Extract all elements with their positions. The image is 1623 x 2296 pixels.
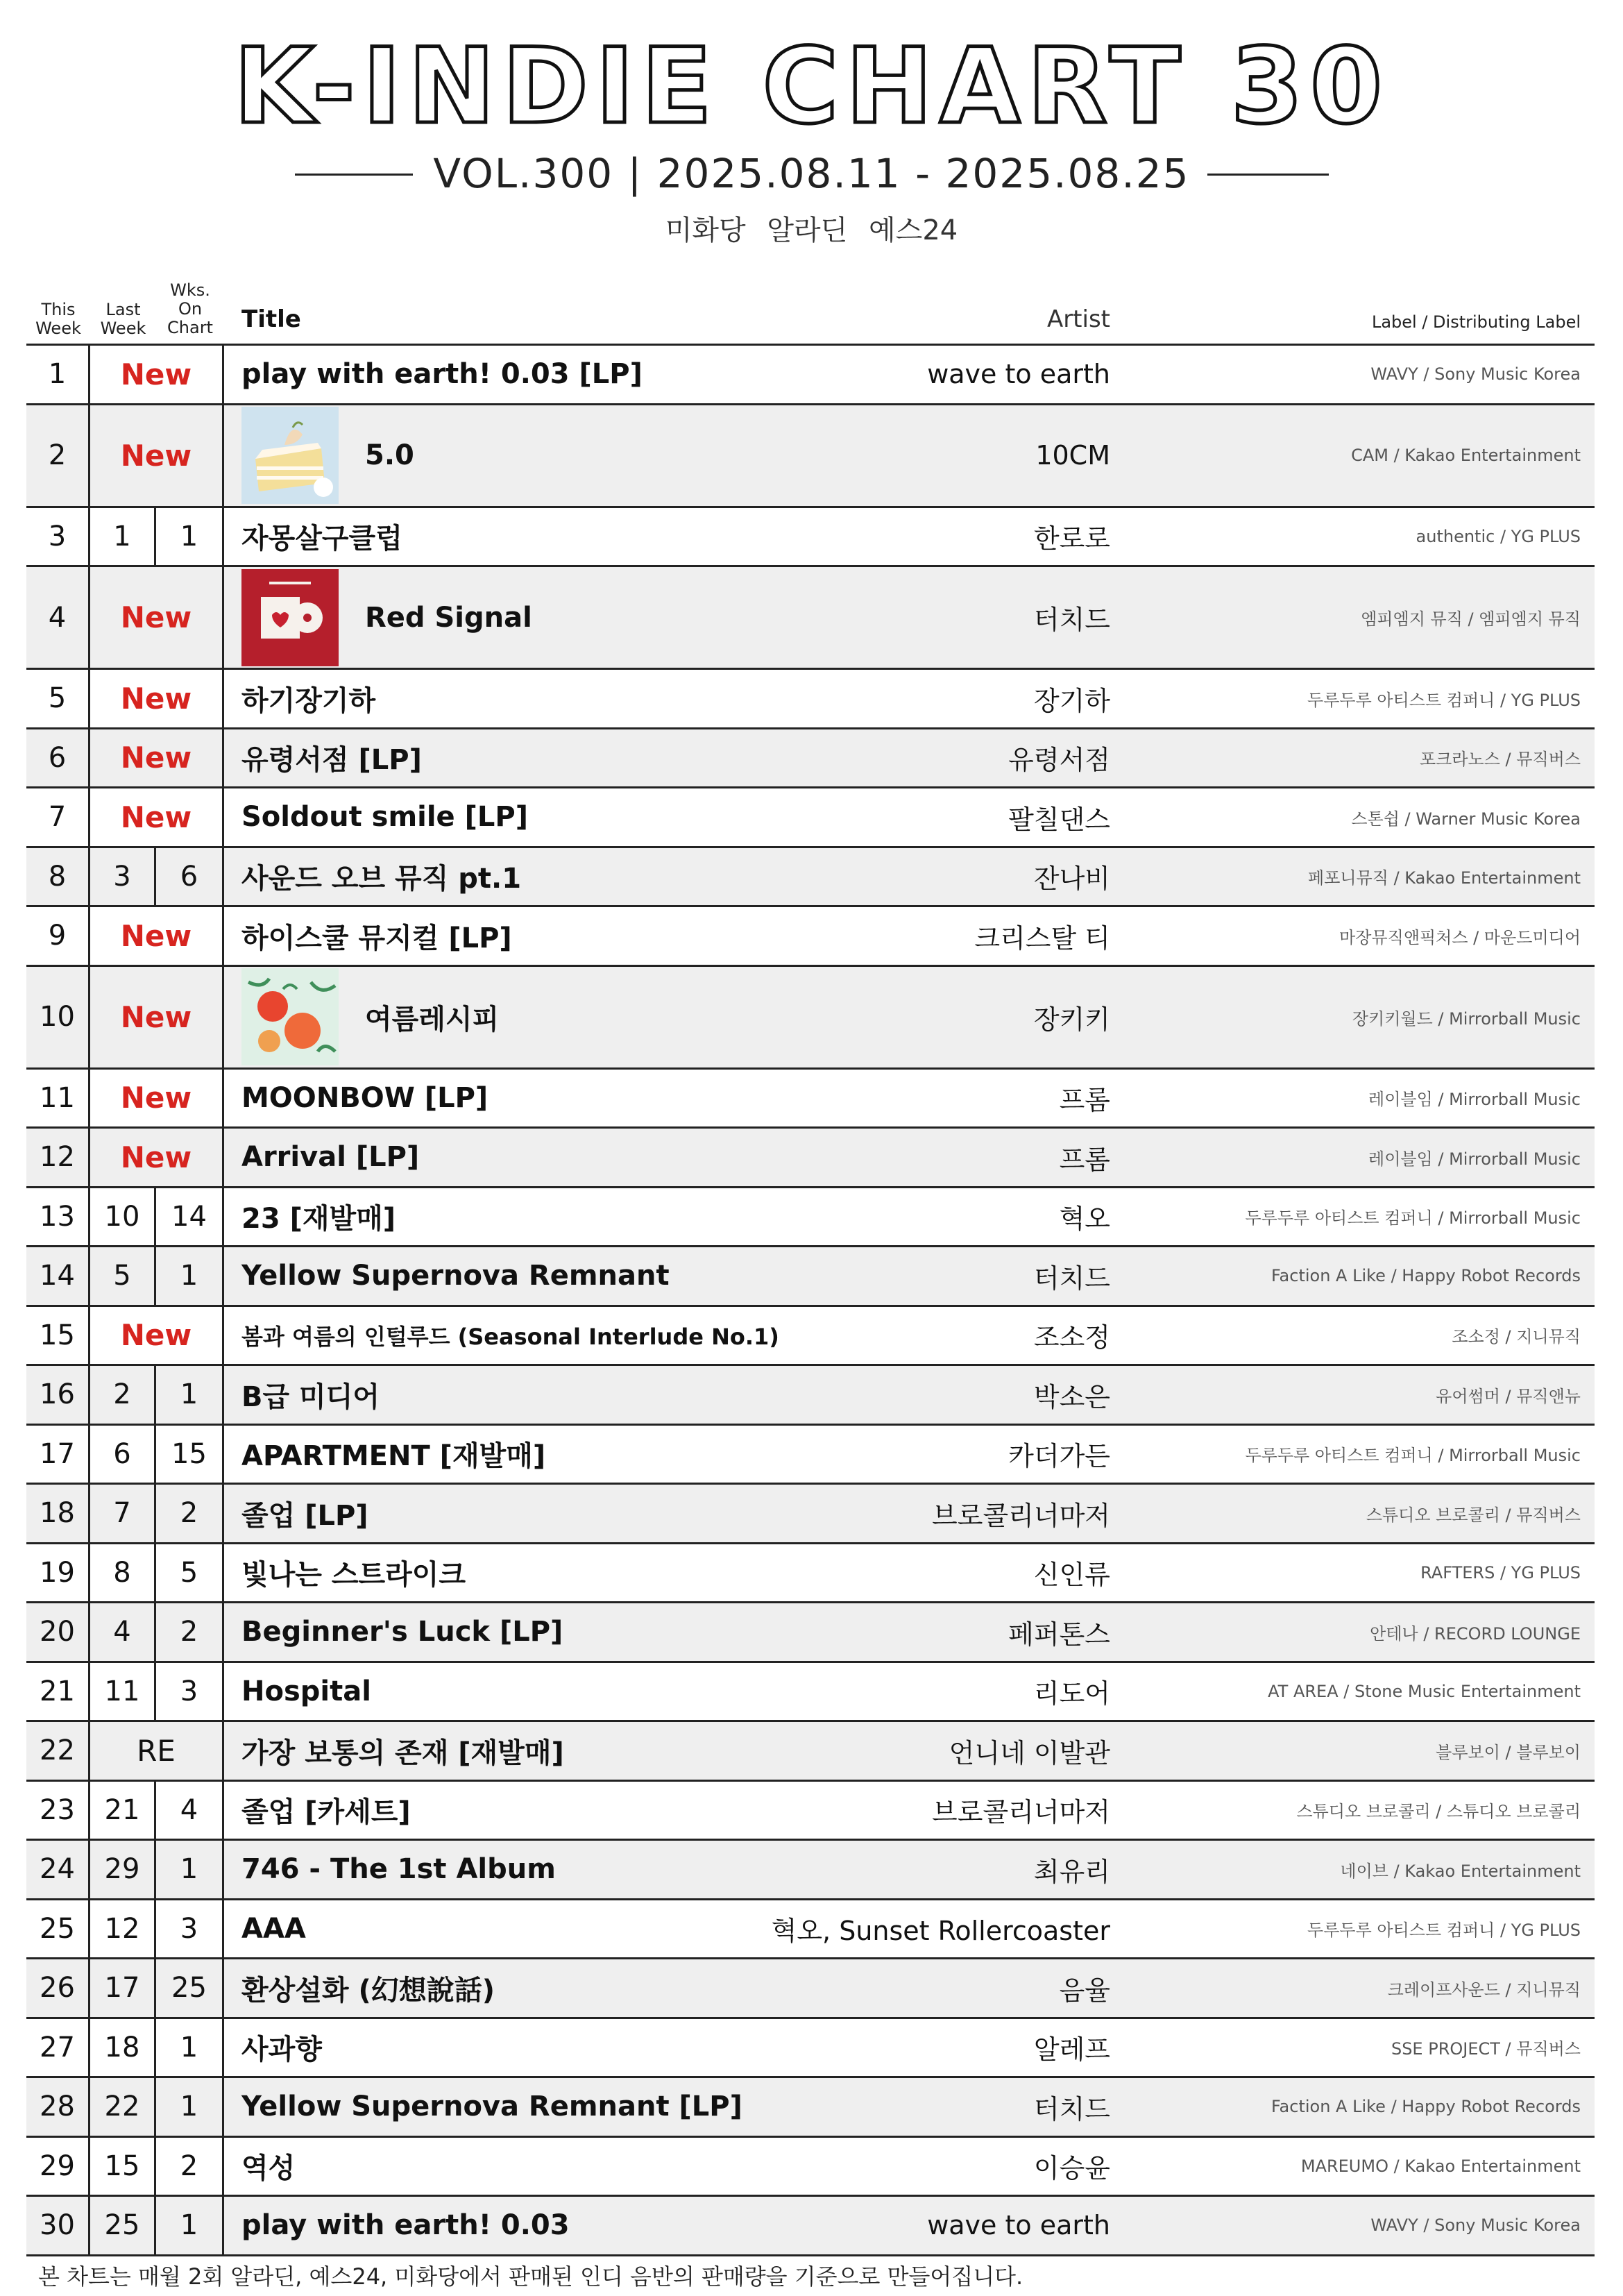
album-title: 여름레시피 — [365, 1003, 500, 1036]
artist-name: 장기하 — [1033, 685, 1110, 716]
chart-row — [26, 1426, 1595, 1485]
label-name: 두루두루 아티스트 컴퍼니 / Mirrorball Music — [1245, 1208, 1581, 1229]
album-title: 유령서점 [LP] — [241, 744, 422, 777]
chart-row — [26, 907, 1595, 967]
album-title: Beginner's Luck [LP] — [241, 1616, 563, 1648]
label-name: 페포니뮤직 / Kakao Entertainment — [1308, 868, 1581, 888]
label-name: 스튜디오 브로콜리 / 스튜디오 브로콜리 — [1296, 1802, 1581, 1822]
artist-name: 신인류 — [1033, 1560, 1110, 1591]
rank-this-week: 20 — [26, 1603, 90, 1661]
artist-name: 음율 — [1059, 1975, 1110, 2006]
label-name: 네이브 / Kakao Entertainment — [1340, 1861, 1581, 1881]
rank-status: New — [90, 729, 224, 787]
rank-this-week: 29 — [26, 2138, 90, 2195]
rank-status: New — [90, 1129, 224, 1186]
label-name: 마장뮤직앤픽처스 / 마운드미디어 — [1339, 927, 1581, 947]
store-name: 미화당 — [665, 214, 746, 246]
label-name: MAREUMO / Kakao Entertainment — [1300, 2156, 1581, 2176]
chart-row — [26, 2197, 1595, 2256]
album-cover-image — [241, 407, 339, 504]
rank-last-week: 22 — [90, 2078, 156, 2136]
artist-name: 박소은 — [1033, 1381, 1110, 1412]
album-title: APARTMENT [재발매] — [241, 1440, 546, 1473]
rank-this-week: 19 — [26, 1544, 90, 1602]
chart-row — [26, 508, 1595, 568]
label-name: SSE PROJECT / 뮤직버스 — [1391, 2039, 1581, 2059]
album-title: Yellow Supernova Remnant — [241, 1260, 670, 1292]
chart-row — [26, 1188, 1595, 1248]
album-title: 23 [재발매] — [241, 1203, 396, 1235]
album-title: 하이스쿨 뮤지컬 [LP] — [241, 922, 512, 954]
label-name: WAVY / Sony Music Korea — [1370, 2215, 1581, 2236]
label-name: 레이블임 / Mirrorball Music — [1368, 1090, 1581, 1110]
rank-status: New — [90, 1307, 224, 1365]
label-name: 안테나 / RECORD LOUNGE — [1370, 1623, 1581, 1644]
rank-last-week: 7 — [90, 1485, 156, 1542]
chart-row — [26, 1722, 1595, 1782]
rank-this-week: 5 — [26, 670, 90, 727]
rank-last-week: 8 — [90, 1544, 156, 1602]
album-title: Arrival [LP] — [241, 1141, 420, 1174]
chart-row — [26, 1366, 1595, 1426]
chart-title: K-INDIE CHART 30 — [233, 26, 1390, 147]
label-name: 두루두루 아티스트 컴퍼니 / YG PLUS — [1307, 1921, 1581, 1941]
album-title: 빛나는 스트라이크 — [241, 1559, 466, 1592]
chart-row — [26, 1782, 1595, 1841]
store-name: 알라딘 — [767, 214, 848, 246]
rank-status: New — [90, 670, 224, 727]
rank-this-week: 3 — [26, 508, 90, 566]
label-name: AT AREA / Stone Music Entertainment — [1268, 1681, 1581, 1701]
artist-name: wave to earth — [927, 2210, 1110, 2241]
volume-line — [0, 146, 1623, 201]
rank-this-week: 9 — [26, 907, 90, 965]
weeks-on-chart: 15 — [156, 1426, 224, 1483]
rank-this-week: 15 — [26, 1307, 90, 1365]
chart-row — [26, 1307, 1595, 1367]
album-title: MOONBOW [LP] — [241, 1081, 488, 1114]
album-title: AAA — [241, 1912, 306, 1945]
rank-this-week: 8 — [26, 848, 90, 906]
rank-status: New — [90, 1070, 224, 1127]
label-name: 크레이프사운드 / 지니뮤직 — [1387, 1980, 1581, 2000]
rank-this-week: 22 — [26, 1722, 90, 1780]
label-name: 스튜디오 브로콜리 / 뮤직버스 — [1366, 1505, 1581, 1525]
album-cover-image — [241, 968, 339, 1065]
rank-last-week: 1 — [90, 508, 156, 566]
header-label: Label / Distributing Label — [1371, 312, 1581, 332]
rank-last-week: 17 — [90, 1959, 156, 2017]
album-title: Soldout smile [LP] — [241, 801, 528, 834]
artist-name: 한로로 — [1033, 523, 1110, 555]
rank-status: New — [90, 567, 224, 668]
album-title: play with earth! 0.03 [LP] — [241, 358, 643, 391]
album-title: Yellow Supernova Remnant [LP] — [241, 2091, 742, 2123]
rank-this-week: 1 — [26, 346, 90, 403]
artist-name: wave to earth — [927, 359, 1110, 390]
table-header — [26, 274, 1595, 344]
album-title: Red Signal — [365, 601, 532, 634]
album-title: 가장 보통의 존재 [재발매] — [241, 1737, 564, 1769]
chart-row — [26, 346, 1595, 405]
chart-row — [26, 670, 1595, 729]
rank-this-week: 18 — [26, 1485, 90, 1542]
rank-this-week: 2 — [26, 405, 90, 506]
weeks-on-chart: 4 — [156, 1782, 224, 1839]
chart-row — [26, 848, 1595, 908]
artist-name: 터치드 — [1033, 1263, 1110, 1294]
weeks-on-chart: 1 — [156, 1366, 224, 1424]
artist-name: 리도어 — [1033, 1678, 1110, 1710]
chart-row — [26, 1544, 1595, 1604]
weeks-on-chart: 14 — [156, 1188, 224, 1246]
rank-last-week: 12 — [90, 1900, 156, 1958]
rank-last-week: 25 — [90, 2197, 156, 2254]
artist-name: 유령서점 — [1008, 745, 1110, 776]
rank-this-week: 10 — [26, 967, 90, 1067]
chart-row — [26, 967, 1595, 1070]
weeks-on-chart: 1 — [156, 2197, 224, 2254]
artist-name: 알레프 — [1033, 2034, 1110, 2066]
artist-name: 터치드 — [1033, 605, 1110, 635]
artist-name: 프롬 — [1059, 1085, 1110, 1116]
chart-row — [26, 1841, 1595, 1900]
header-last-week: Last Week — [100, 300, 146, 338]
rank-this-week: 11 — [26, 1070, 90, 1127]
label-name: WAVY / Sony Music Korea — [1370, 364, 1581, 385]
artist-name: 조소정 — [1033, 1322, 1110, 1353]
rank-this-week: 25 — [26, 1900, 90, 1958]
label-name: 조소정 / 지니뮤직 — [1452, 1327, 1581, 1347]
rank-this-week: 4 — [26, 567, 90, 668]
rank-this-week: 13 — [26, 1188, 90, 1246]
album-title: 746 - The 1st Album — [241, 1853, 556, 1886]
chart-row — [26, 2078, 1595, 2138]
rank-this-week: 28 — [26, 2078, 90, 2136]
chart-row — [26, 788, 1595, 848]
chart-row — [26, 1247, 1595, 1307]
label-name: 포크라노스 / 뮤직버스 — [1420, 750, 1581, 770]
rank-last-week: 2 — [90, 1366, 156, 1424]
chart-row — [26, 1485, 1595, 1544]
footnote: 본 차트는 매월 2회 알라딘, 예스24, 미화당에서 판매된 인디 음반의 판매량을 기준으로 만들어집니다. — [38, 2263, 1023, 2290]
album-title: 졸업 [LP] — [241, 1499, 368, 1532]
rank-status: New — [90, 907, 224, 965]
weeks-on-chart: 1 — [156, 1247, 224, 1305]
album-title: 사과향 — [241, 2034, 322, 2066]
rank-this-week: 16 — [26, 1366, 90, 1424]
label-name: 두루두루 아티스트 컴퍼니 / Mirrorball Music — [1245, 1446, 1581, 1466]
rank-status: RE — [90, 1722, 224, 1780]
rank-last-week: 29 — [90, 1841, 156, 1898]
artist-name: 브로콜리너마저 — [932, 1500, 1110, 1531]
album-title: 자몽살구클럽 — [241, 523, 402, 555]
chart-row — [26, 2019, 1595, 2079]
album-title: 역성 — [241, 2152, 296, 2185]
artist-name: 혁오 — [1059, 1204, 1110, 1235]
rank-last-week: 3 — [90, 848, 156, 906]
store-list — [0, 208, 1623, 248]
weeks-on-chart: 1 — [156, 2019, 224, 2077]
chart-row — [26, 1900, 1595, 1960]
weeks-on-chart: 1 — [156, 1841, 224, 1898]
artist-name: 브로콜리너마저 — [932, 1797, 1110, 1828]
rank-status: New — [90, 405, 224, 506]
label-name: 장키키월드 / Mirrorball Music — [1352, 1008, 1581, 1029]
rank-this-week: 6 — [26, 729, 90, 787]
chart-row — [26, 729, 1595, 789]
rank-this-week: 26 — [26, 1959, 90, 2017]
weeks-on-chart: 1 — [156, 2078, 224, 2136]
label-name: 레이블임 / Mirrorball Music — [1368, 1149, 1581, 1169]
chart-row — [26, 405, 1595, 508]
artist-name: 이승윤 — [1033, 2153, 1110, 2184]
label-name: 엠피엠지 뮤직 / 엠피엠지 뮤직 — [1361, 609, 1581, 629]
weeks-on-chart: 1 — [156, 508, 224, 566]
album-title: 사운드 오브 뮤직 pt.1 — [241, 863, 522, 895]
artist-name: 언니네 이발관 — [949, 1737, 1110, 1769]
weeks-on-chart: 3 — [156, 1663, 224, 1721]
chart-row — [26, 1663, 1595, 1723]
label-name: authentic / YG PLUS — [1416, 526, 1581, 546]
album-title: 5.0 — [365, 439, 414, 471]
rank-this-week: 7 — [26, 788, 90, 846]
rank-status: New — [90, 967, 224, 1067]
artist-name: 최유리 — [1033, 1856, 1110, 1887]
header-weeks-on-chart: Wks. On Chart — [167, 280, 213, 337]
rank-last-week: 11 — [90, 1663, 156, 1721]
rank-status: New — [90, 346, 224, 403]
artist-name: 카더가든 — [1008, 1441, 1110, 1472]
label-name: Faction A Like / Happy Robot Records — [1271, 2097, 1581, 2117]
album-title: 하기장기하 — [241, 684, 376, 717]
rank-this-week: 17 — [26, 1426, 90, 1483]
chart-row — [26, 567, 1595, 670]
rank-this-week: 30 — [26, 2197, 90, 2254]
album-title: Hospital — [241, 1675, 371, 1707]
artist-name: 혁오, Sunset Rollercoaster — [771, 1916, 1110, 1947]
album-title: 졸업 [카세트] — [241, 1796, 411, 1829]
album-title: 봄과 여름의 인털루드 (Seasonal Interlude No.1) — [241, 1323, 779, 1350]
weeks-on-chart: 2 — [156, 2138, 224, 2195]
chart-row — [26, 1129, 1595, 1188]
rank-last-week: 18 — [90, 2019, 156, 2077]
chart-row — [26, 1959, 1595, 2019]
rank-this-week: 24 — [26, 1841, 90, 1898]
artist-name: 장키키 — [1033, 1004, 1110, 1035]
weeks-on-chart: 3 — [156, 1900, 224, 1958]
rank-last-week: 6 — [90, 1426, 156, 1483]
rank-last-week: 4 — [90, 1603, 156, 1661]
weeks-on-chart: 6 — [156, 848, 224, 906]
artist-name: 10CM — [1035, 440, 1110, 471]
chart-table — [26, 346, 1595, 2256]
chart-row — [26, 1603, 1595, 1663]
right-divider — [1207, 174, 1329, 176]
album-cover-image — [241, 569, 339, 666]
label-name: CAM / Kakao Entertainment — [1351, 446, 1581, 465]
rank-this-week: 14 — [26, 1247, 90, 1305]
artist-name: 팔칠댄스 — [1008, 804, 1110, 835]
artist-name: 페퍼톤스 — [1008, 1619, 1110, 1650]
album-title: B급 미디어 — [241, 1381, 380, 1413]
chart-row — [26, 1070, 1595, 1129]
rank-this-week: 21 — [26, 1663, 90, 1721]
weeks-on-chart: 2 — [156, 1603, 224, 1661]
rank-last-week: 10 — [90, 1188, 156, 1246]
store-name: 예스24 — [869, 214, 958, 246]
label-name: RAFTERS / YG PLUS — [1420, 1562, 1581, 1582]
weeks-on-chart: 2 — [156, 1485, 224, 1542]
rank-status: New — [90, 788, 224, 846]
weeks-on-chart: 5 — [156, 1544, 224, 1602]
artist-name: 잔나비 — [1033, 863, 1110, 895]
rank-this-week: 27 — [26, 2019, 90, 2077]
album-title: 환상설화 (幻想說話) — [241, 1974, 495, 2007]
artist-name: 크리스탈 티 — [974, 922, 1110, 954]
rank-last-week: 5 — [90, 1247, 156, 1305]
volume-info: VOL.300 | 2025.08.11 - 2025.08.25 — [433, 150, 1190, 197]
rank-last-week: 21 — [90, 1782, 156, 1839]
label-name: 블루보이 / 블루보이 — [1436, 1742, 1581, 1762]
weeks-on-chart: 25 — [156, 1959, 224, 2017]
header-artist: Artist — [1046, 305, 1110, 333]
label-name: Faction A Like / Happy Robot Records — [1271, 1266, 1581, 1286]
chart-title-area — [0, 28, 1623, 153]
chart-row — [26, 2138, 1595, 2197]
rank-last-week: 15 — [90, 2138, 156, 2195]
rank-this-week: 23 — [26, 1782, 90, 1839]
label-name: 유어썸머 / 뮤직앤뉴 — [1436, 1386, 1581, 1406]
rank-this-week: 12 — [26, 1129, 90, 1186]
artist-name: 프롬 — [1059, 1144, 1110, 1175]
album-title: play with earth! 0.03 — [241, 2209, 570, 2242]
artist-name: 터치드 — [1033, 2093, 1110, 2125]
label-name: 스톤쉽 / Warner Music Korea — [1351, 809, 1581, 829]
header-title: Title — [241, 305, 301, 333]
label-name: 두루두루 아티스트 컴퍼니 / YG PLUS — [1307, 690, 1581, 710]
header-this-week: This Week — [35, 300, 81, 338]
